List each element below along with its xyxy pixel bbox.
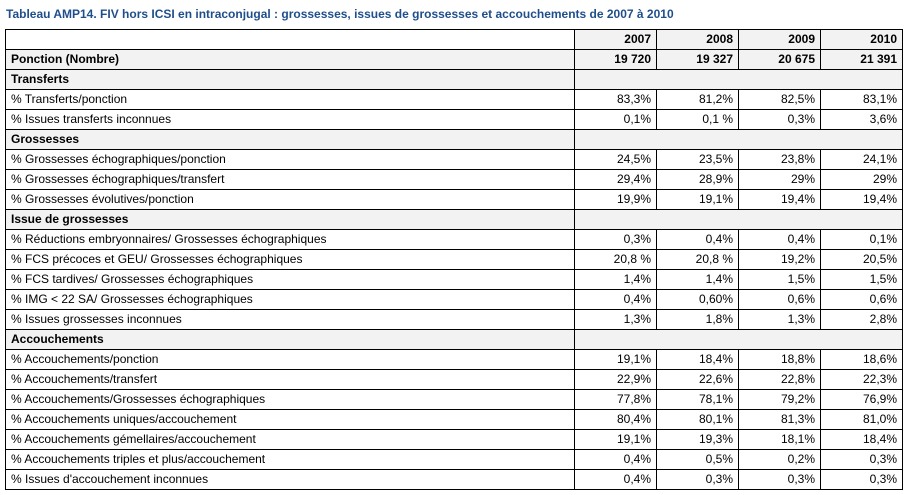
ponction-label: Ponction (Nombre): [6, 50, 575, 70]
section-filler-cell: [575, 210, 903, 230]
row-value: 29%: [739, 170, 821, 190]
ponction-value: 20 675: [739, 50, 821, 70]
row-value: 24,1%: [821, 150, 903, 170]
row-value: 22,9%: [575, 370, 657, 390]
row-label: % FCS précoces et GEU/ Grossesses échographiques: [6, 250, 575, 270]
row-value: 0,2%: [739, 450, 821, 470]
row-label: % IMG < 22 SA/ Grossesses échographiques: [6, 290, 575, 310]
row-value: 19,4%: [821, 190, 903, 210]
row-value: 0,3%: [739, 110, 821, 130]
row-label: % Issues d'accouchement inconnues: [6, 470, 575, 490]
section-header-row: [6, 330, 903, 350]
table-row: [6, 90, 903, 110]
section-header-row: [6, 130, 903, 150]
row-value: 1,3%: [739, 310, 821, 330]
table-row: [6, 190, 903, 210]
row-value: 0,3%: [657, 470, 739, 490]
row-value: 20,8 %: [657, 250, 739, 270]
row-value: 19,4%: [739, 190, 821, 210]
row-value: 24,5%: [575, 150, 657, 170]
row-value: 0,3%: [575, 230, 657, 250]
row-value: 29%: [821, 170, 903, 190]
row-value: 0,1%: [821, 230, 903, 250]
section-filler-cell: [575, 130, 903, 150]
row-value: 22,6%: [657, 370, 739, 390]
year-header: 2009: [739, 30, 821, 50]
row-value: 0,3%: [821, 450, 903, 470]
header-corner-cell: [6, 30, 575, 50]
table-row: [6, 250, 903, 270]
year-header: 2007: [575, 30, 657, 50]
row-value: 0,1%: [575, 110, 657, 130]
row-value: 19,1%: [575, 430, 657, 450]
row-value: 29,4%: [575, 170, 657, 190]
row-label: % Accouchements/transfert: [6, 370, 575, 390]
row-value: 1,5%: [821, 270, 903, 290]
row-value: 19,9%: [575, 190, 657, 210]
row-value: 0,4%: [739, 230, 821, 250]
table-row: [6, 470, 903, 490]
table-row: [6, 450, 903, 470]
row-value: 81,0%: [821, 410, 903, 430]
row-value: 0,4%: [657, 230, 739, 250]
row-label: % Accouchements triples et plus/accouchement: [6, 450, 575, 470]
table-title: Tableau AMP14. FIV hors ICSI en intraconjugal : grossesses, issues de grossesses et accouchements de 2007 à 2010: [6, 7, 674, 21]
section-title: Issue de grossesses: [6, 210, 575, 230]
year-header-row: [6, 30, 903, 50]
row-value: 18,8%: [739, 350, 821, 370]
ponction-value: 19 327: [657, 50, 739, 70]
row-value: 0,5%: [657, 450, 739, 470]
row-value: 0,4%: [575, 290, 657, 310]
row-value: 0,6%: [821, 290, 903, 310]
table-row: [6, 270, 903, 290]
row-label: % Grossesses échographiques/transfert: [6, 170, 575, 190]
row-value: 1,4%: [657, 270, 739, 290]
row-value: 0,60%: [657, 290, 739, 310]
row-label: % Accouchements gémellaires/accouchement: [6, 430, 575, 450]
table-row: [6, 290, 903, 310]
row-value: 19,2%: [739, 250, 821, 270]
row-value: 19,3%: [657, 430, 739, 450]
row-value: 0,3%: [821, 470, 903, 490]
row-value: 18,6%: [821, 350, 903, 370]
row-label: % Transferts/ponction: [6, 90, 575, 110]
row-value: 0,6%: [739, 290, 821, 310]
row-value: 83,3%: [575, 90, 657, 110]
table-row: [6, 350, 903, 370]
table-row: [6, 390, 903, 410]
row-value: 20,8 %: [575, 250, 657, 270]
row-value: 0,4%: [575, 450, 657, 470]
row-value: 18,4%: [821, 430, 903, 450]
table-body: [6, 30, 903, 490]
row-value: 76,9%: [821, 390, 903, 410]
year-header: 2010: [821, 30, 903, 50]
table-row: [6, 370, 903, 390]
row-value: 3,6%: [821, 110, 903, 130]
row-value: 19,1%: [575, 350, 657, 370]
table-row: [6, 110, 903, 130]
section-filler-cell: [575, 70, 903, 90]
row-value: 0,1 %: [657, 110, 739, 130]
row-value: 78,1%: [657, 390, 739, 410]
table-row: [6, 150, 903, 170]
table-row: [6, 430, 903, 450]
section-title: Transferts: [6, 70, 575, 90]
row-value: 18,1%: [739, 430, 821, 450]
section-filler-cell: [575, 330, 903, 350]
row-label: % Accouchements/ponction: [6, 350, 575, 370]
row-label: % Grossesses échographiques/ponction: [6, 150, 575, 170]
row-label: % Accouchements/Grossesses échographiques: [6, 390, 575, 410]
row-value: 0,4%: [575, 470, 657, 490]
row-value: 81,3%: [739, 410, 821, 430]
row-value: 18,4%: [657, 350, 739, 370]
table-row: [6, 410, 903, 430]
row-value: 22,3%: [821, 370, 903, 390]
row-value: 20,5%: [821, 250, 903, 270]
section-header-row: [6, 210, 903, 230]
ponction-value: 19 720: [575, 50, 657, 70]
row-label: % FCS tardives/ Grossesses échographiques: [6, 270, 575, 290]
row-value: 81,2%: [657, 90, 739, 110]
year-header: 2008: [657, 30, 739, 50]
row-value: 19,1%: [657, 190, 739, 210]
row-label: % Issues transferts inconnues: [6, 110, 575, 130]
table-row: [6, 170, 903, 190]
row-value: 82,5%: [739, 90, 821, 110]
row-value: 23,8%: [739, 150, 821, 170]
row-value: 80,1%: [657, 410, 739, 430]
row-label: % Réductions embryonnaires/ Grossesses échographiques: [6, 230, 575, 250]
row-value: 83,1%: [821, 90, 903, 110]
data-table: [5, 29, 903, 490]
row-value: 1,5%: [739, 270, 821, 290]
row-value: 1,8%: [657, 310, 739, 330]
row-value: 2,8%: [821, 310, 903, 330]
row-label: % Grossesses évolutives/ponction: [6, 190, 575, 210]
row-value: 22,8%: [739, 370, 821, 390]
row-value: 28,9%: [657, 170, 739, 190]
row-value: 79,2%: [739, 390, 821, 410]
ponction-value: 21 391: [821, 50, 903, 70]
row-value: 1,3%: [575, 310, 657, 330]
section-title: Accouchements: [6, 330, 575, 350]
row-value: 77,8%: [575, 390, 657, 410]
row-value: 80,4%: [575, 410, 657, 430]
section-title: Grossesses: [6, 130, 575, 150]
row-label: % Issues grossesses inconnues: [6, 310, 575, 330]
table-row: [6, 230, 903, 250]
section-header-row: [6, 70, 903, 90]
row-value: 1,4%: [575, 270, 657, 290]
row-value: 23,5%: [657, 150, 739, 170]
table-row: [6, 310, 903, 330]
row-label: % Accouchements uniques/accouchement: [6, 410, 575, 430]
row-value: 0,3%: [739, 470, 821, 490]
ponction-row: [6, 50, 903, 70]
